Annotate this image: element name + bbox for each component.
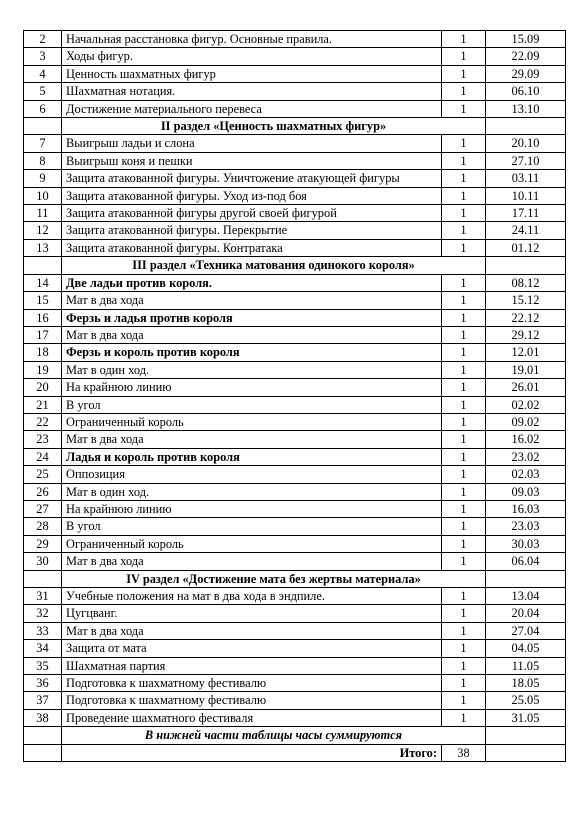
lesson-topic: Проведение шахматного фестиваля [62,709,442,726]
lesson-hours: 1 [442,675,486,692]
section-date-cell [486,570,566,587]
lesson-row [24,640,566,657]
lesson-hours: 1 [442,622,486,639]
lesson-row [24,48,566,65]
lesson-hours: 1 [442,326,486,343]
lesson-topic: Выигрыш коня и пешки [62,152,442,169]
section-header-row [24,118,566,135]
lesson-date: 06.10 [486,83,566,100]
lesson-number: 11 [24,205,62,222]
lesson-hours: 1 [442,31,486,48]
lesson-topic: Мат в два хода [62,431,442,448]
lesson-row [24,483,566,500]
lesson-number: 14 [24,274,62,291]
lesson-row [24,448,566,465]
lesson-number: 31 [24,588,62,605]
lesson-hours: 1 [442,692,486,709]
lesson-topic: В угол [62,518,442,535]
note-row [24,727,566,744]
section-title: III раздел «Техника матования одинокого короля» [62,257,486,274]
lesson-date: 11.05 [486,657,566,674]
lesson-date: 30.03 [486,535,566,552]
lesson-date: 04.05 [486,640,566,657]
lesson-number: 27 [24,500,62,517]
lesson-hours: 1 [442,135,486,152]
lesson-date: 06.04 [486,553,566,570]
lesson-hours: 1 [442,413,486,430]
lesson-number: 24 [24,448,62,465]
lesson-date: 02.02 [486,396,566,413]
lesson-row [24,709,566,726]
lesson-topic: Оппозиция [62,466,442,483]
lesson-hours: 1 [442,187,486,204]
lesson-number: 4 [24,65,62,82]
lesson-topic: На крайнюю линию [62,500,442,517]
lesson-topic: Ходы фигур. [62,48,442,65]
lesson-row [24,396,566,413]
lesson-hours: 1 [442,344,486,361]
lesson-number: 37 [24,692,62,709]
lesson-topic: Учебные положения на мат в два хода в эндпиле. [62,588,442,605]
lesson-date: 15.12 [486,292,566,309]
lesson-row [24,413,566,430]
lesson-topic: Ферзь и ладья против короля [62,309,442,326]
lesson-date: 13.04 [486,588,566,605]
lesson-number: 20 [24,379,62,396]
lesson-hours: 1 [442,709,486,726]
lesson-row [24,535,566,552]
lesson-topic: На крайнюю линию [62,379,442,396]
total-date-cell [486,744,566,761]
lesson-hours: 1 [442,431,486,448]
lesson-topic: Мат в один ход. [62,483,442,500]
lesson-hours: 1 [442,65,486,82]
lesson-hours: 1 [442,152,486,169]
lesson-row [24,431,566,448]
section-number-cell [24,570,62,587]
lesson-number: 2 [24,31,62,48]
lesson-date: 22.09 [486,48,566,65]
lesson-row [24,553,566,570]
lesson-hours: 1 [442,518,486,535]
section-header-row [24,570,566,587]
lesson-hours: 1 [442,605,486,622]
lesson-hours: 1 [442,448,486,465]
lesson-date: 16.03 [486,500,566,517]
lesson-number: 34 [24,640,62,657]
lesson-number: 9 [24,170,62,187]
lesson-date: 23.03 [486,518,566,535]
lesson-date: 25.05 [486,692,566,709]
lesson-number: 38 [24,709,62,726]
lesson-topic: Достижение материального перевеса [62,100,442,117]
lesson-topic: Ограниченный король [62,535,442,552]
lesson-topic: Защита от мата [62,640,442,657]
lesson-topic: Защита атакованной фигуры. Перекрытие [62,222,442,239]
lesson-hours: 1 [442,535,486,552]
lesson-date: 01.12 [486,239,566,256]
lesson-number: 25 [24,466,62,483]
lesson-number: 35 [24,657,62,674]
lesson-row [24,657,566,674]
lesson-hours: 1 [442,239,486,256]
lesson-date: 24.11 [486,222,566,239]
lesson-hours: 1 [442,657,486,674]
lesson-number: 7 [24,135,62,152]
lesson-number: 21 [24,396,62,413]
lesson-row [24,466,566,483]
lesson-topic: Шахматная партия [62,657,442,674]
lesson-row [24,588,566,605]
lesson-topic: Ограниченный король [62,413,442,430]
lesson-topic: Шахматная нотация. [62,83,442,100]
lesson-row [24,152,566,169]
lesson-hours: 1 [442,379,486,396]
lesson-hours: 1 [442,222,486,239]
lesson-number: 6 [24,100,62,117]
lesson-date: 23.02 [486,448,566,465]
lesson-hours: 1 [442,640,486,657]
section-title: II раздел «Ценность шахматных фигур» [62,118,486,135]
lesson-hours: 1 [442,205,486,222]
lesson-topic: Подготовка к шахматному фестивалю [62,692,442,709]
lesson-hours: 1 [442,292,486,309]
lesson-row [24,135,566,152]
note-date-cell [486,727,566,744]
lesson-hours: 1 [442,553,486,570]
lesson-topic: Выигрыш ладьи и слона [62,135,442,152]
lesson-row [24,518,566,535]
schedule-table-body [24,31,566,762]
lesson-hours: 1 [442,483,486,500]
lesson-row [24,292,566,309]
lesson-date: 09.03 [486,483,566,500]
lesson-number: 30 [24,553,62,570]
lesson-date: 18.05 [486,675,566,692]
lesson-hours: 1 [442,100,486,117]
lesson-number: 13 [24,239,62,256]
schedule-table [23,30,566,762]
lesson-number: 32 [24,605,62,622]
lesson-date: 29.09 [486,65,566,82]
lesson-date: 20.10 [486,135,566,152]
lesson-hours: 1 [442,588,486,605]
lesson-number: 16 [24,309,62,326]
total-label: Итого: [62,744,442,761]
lesson-date: 26.01 [486,379,566,396]
lesson-date: 20.04 [486,605,566,622]
total-hours: 38 [442,744,486,761]
lesson-number: 15 [24,292,62,309]
note-number-cell [24,727,62,744]
section-header-row [24,257,566,274]
section-date-cell [486,118,566,135]
lesson-row [24,239,566,256]
lesson-number: 26 [24,483,62,500]
lesson-topic: Две ладьи против короля. [62,274,442,291]
lesson-row [24,222,566,239]
lesson-hours: 1 [442,48,486,65]
lesson-row [24,100,566,117]
lesson-number: 19 [24,361,62,378]
lesson-topic: Мат в два хода [62,292,442,309]
lesson-topic: Защита атакованной фигуры. Контратака [62,239,442,256]
lesson-number: 29 [24,535,62,552]
section-title: IV раздел «Достижение мата без жертвы материала» [62,570,486,587]
lesson-hours: 1 [442,466,486,483]
lesson-topic: Ценность шахматных фигур [62,65,442,82]
lesson-row [24,274,566,291]
section-number-cell [24,118,62,135]
lesson-number: 18 [24,344,62,361]
lesson-hours: 1 [442,361,486,378]
lesson-number: 22 [24,413,62,430]
lesson-row [24,187,566,204]
lesson-number: 12 [24,222,62,239]
lesson-date: 09.02 [486,413,566,430]
lesson-date: 10.11 [486,187,566,204]
lesson-number: 5 [24,83,62,100]
lesson-row [24,500,566,517]
lesson-row [24,675,566,692]
lesson-row [24,326,566,343]
lesson-date: 15.09 [486,31,566,48]
lesson-topic: Начальная расстановка фигур. Основные правила. [62,31,442,48]
lesson-date: 03.11 [486,170,566,187]
lesson-row [24,31,566,48]
lesson-date: 16.02 [486,431,566,448]
lesson-hours: 1 [442,170,486,187]
lesson-row [24,83,566,100]
section-number-cell [24,257,62,274]
lesson-row [24,309,566,326]
lesson-topic: Защита атакованной фигуры. Уход из-под боя [62,187,442,204]
lesson-number: 36 [24,675,62,692]
lesson-date: 27.04 [486,622,566,639]
lesson-hours: 1 [442,274,486,291]
lesson-topic: Подготовка к шахматному фестивалю [62,675,442,692]
lesson-row [24,344,566,361]
lesson-number: 33 [24,622,62,639]
lesson-hours: 1 [442,309,486,326]
lesson-row [24,361,566,378]
lesson-number: 3 [24,48,62,65]
lesson-number: 28 [24,518,62,535]
lesson-date: 12.01 [486,344,566,361]
lesson-row [24,622,566,639]
lesson-row [24,379,566,396]
lesson-date: 02.03 [486,466,566,483]
total-number-cell [24,744,62,761]
lesson-topic: Ферзь и король против короля [62,344,442,361]
lesson-date: 22.12 [486,309,566,326]
section-date-cell [486,257,566,274]
lesson-date: 19.01 [486,361,566,378]
lesson-date: 08.12 [486,274,566,291]
lesson-date: 17.11 [486,205,566,222]
lesson-date: 27.10 [486,152,566,169]
lesson-topic: Ладья и король против короля [62,448,442,465]
lesson-row [24,692,566,709]
lesson-topic: Цугцванг. [62,605,442,622]
lesson-hours: 1 [442,500,486,517]
lesson-number: 17 [24,326,62,343]
lesson-topic: Защита атакованной фигуры другой своей фигурой [62,205,442,222]
lesson-topic: Мат в два хода [62,622,442,639]
lesson-topic: Защита атакованной фигуры. Уничтожение атакующей фигуры [62,170,442,187]
total-row [24,744,566,761]
lesson-date: 31.05 [486,709,566,726]
table-note: В нижней части таблицы часы суммируются [62,727,486,744]
lesson-hours: 1 [442,396,486,413]
lesson-number: 10 [24,187,62,204]
lesson-row [24,605,566,622]
lesson-row [24,205,566,222]
lesson-row [24,65,566,82]
lesson-topic: Мат в два хода [62,326,442,343]
lesson-hours: 1 [442,83,486,100]
lesson-date: 13.10 [486,100,566,117]
lesson-number: 23 [24,431,62,448]
lesson-row [24,170,566,187]
lesson-number: 8 [24,152,62,169]
lesson-topic: Мат в один ход. [62,361,442,378]
lesson-date: 29.12 [486,326,566,343]
lesson-topic: В угол [62,396,442,413]
lesson-topic: Мат в два хода [62,553,442,570]
